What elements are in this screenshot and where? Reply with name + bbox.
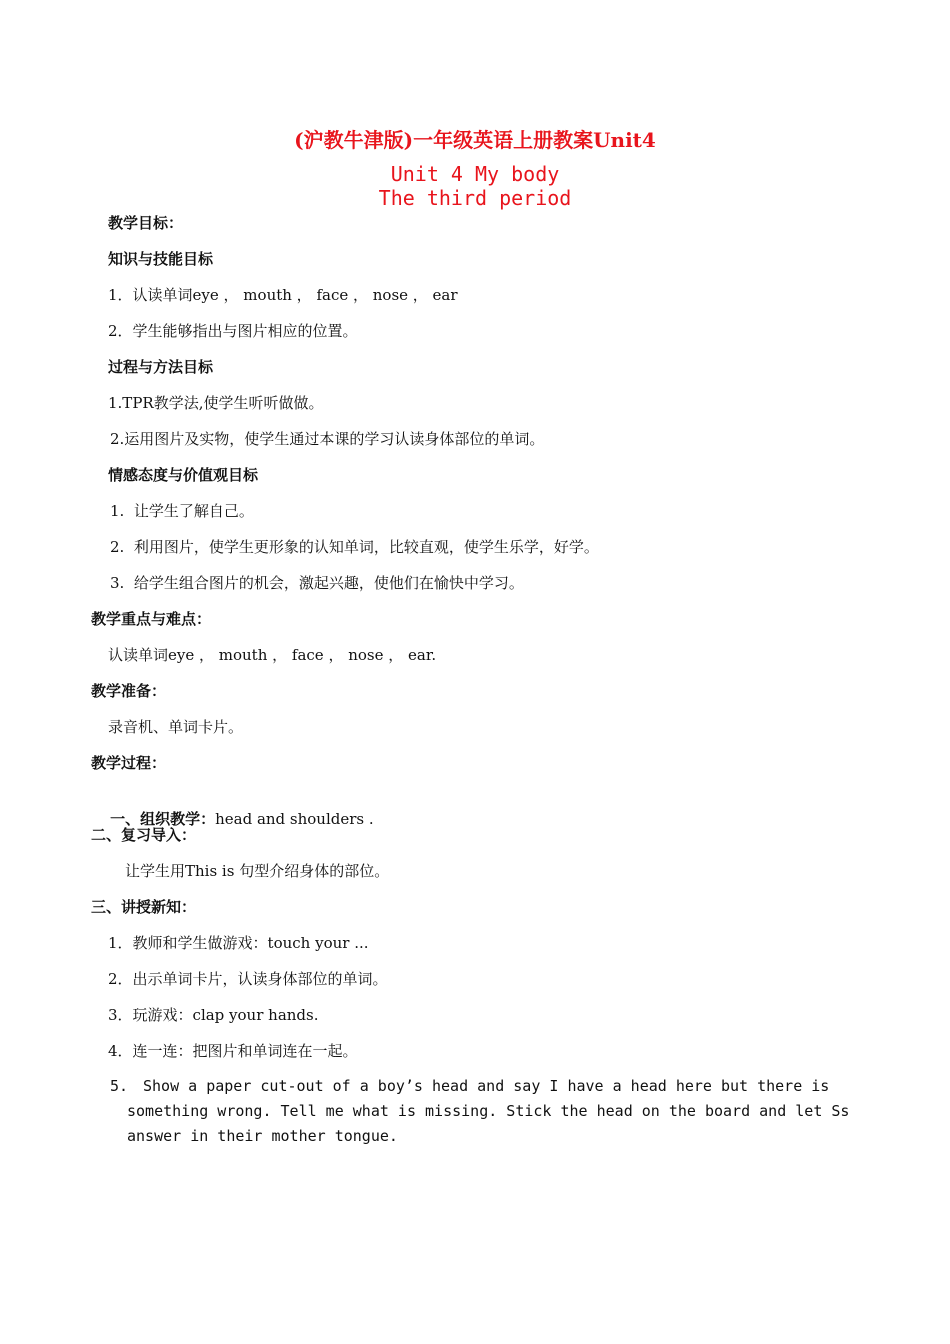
key-points-heading: 教学重点与难点： xyxy=(91,610,212,628)
unit-title: Unit 4 My body xyxy=(390,162,560,186)
key-points-text: 认读单词eye ， mouth ， face ， nose ， ear. xyxy=(108,646,437,664)
teaching-process-heading: 教学过程： xyxy=(91,754,167,772)
knowledge-item-1: 1．认读单词eye ， mouth ， face ， nose ， ear xyxy=(108,286,458,304)
step-3-label: 三、讲授新知： xyxy=(91,898,197,916)
preparation-text: 录音机、单词卡片。 xyxy=(108,718,244,736)
emotion-heading: 情感态度与价值观目标 xyxy=(108,466,259,484)
step-3-item-5-text: Show a paper cut-out of a boy’s head and say I have a head here but there is something wrong. Tell me what is missing. Stick the head on the board and let Ss answer in their mother tongue. xyxy=(127,1077,850,1145)
step-1-label: 一、组织教学： xyxy=(110,810,216,828)
document-title: (沪教牛津版)一年级英语上册教案Unit4 xyxy=(294,128,656,152)
process-item-1: 1.TPR教学法,使学生听听做做。 xyxy=(108,394,324,412)
period-title: The third period xyxy=(378,186,572,210)
process-heading: 过程与方法目标 xyxy=(108,358,214,376)
step-3-item-1: 1．教师和学生做游戏：touch your ... xyxy=(108,934,369,952)
emotion-item-1: 1. 让学生了解自己。 xyxy=(110,502,254,520)
step-3-item-2: 2．出示单词卡片，认读身体部位的单词。 xyxy=(108,970,388,988)
emotion-item-3: 3. 给学生组合图片的机会，激起兴趣，使他们在愉快中学习。 xyxy=(110,574,524,592)
step-3-item-3: 3．玩游戏：clap your hands. xyxy=(108,1006,319,1024)
knowledge-item-2: 2．学生能够指出与图片相应的位置。 xyxy=(108,322,358,340)
knowledge-heading: 知识与技能目标 xyxy=(108,250,214,268)
emotion-item-2: 2. 利用图片，使学生更形象的认知单词，比较直观，使学生乐学，好学。 xyxy=(110,538,599,556)
step-1-text: head and shoulders . xyxy=(215,810,374,828)
process-item-2: 2.运用图片及实物，使学生通过本课的学习认读身体部位的单词。 xyxy=(110,430,545,448)
preparation-heading: 教学准备： xyxy=(91,682,167,700)
step-2-label: 二、复习导入： xyxy=(91,826,197,844)
step-3-item-4: 4．连一连：把图片和单词连在一起。 xyxy=(108,1042,358,1060)
step-3-item-5-number: 5. xyxy=(110,1077,129,1095)
objectives-heading: 教学目标： xyxy=(108,214,184,232)
step-2-text: 让学生用This is 句型介绍身体的部位。 xyxy=(125,862,390,880)
